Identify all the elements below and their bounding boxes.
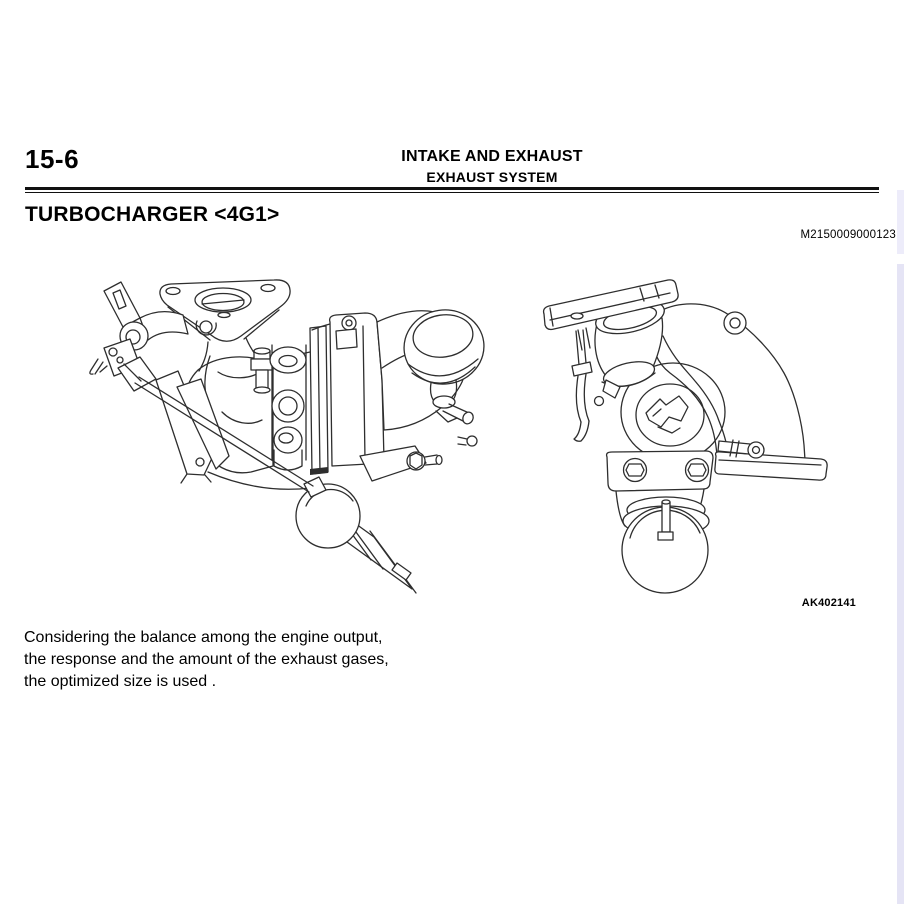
gasket-plate [310, 324, 330, 475]
header-title-line1: INTAKE AND EXHAUST [401, 148, 583, 165]
section-title: TURBOCHARGER <4G1> [25, 203, 280, 226]
body-line: the response and the amount of the exhaust gases, [24, 651, 389, 668]
header-rule-thin [25, 192, 879, 193]
compressor-outlet-elbow [377, 305, 489, 446]
scrollbar-track[interactable] [897, 264, 904, 904]
page-header [290, 148, 694, 185]
body-line: Considering the balance among the engine output, [24, 629, 383, 646]
lifting-ear-tab [724, 312, 746, 334]
body-paragraph [24, 627, 389, 693]
right-mounting-bar [715, 452, 827, 480]
coolant-ports [270, 345, 306, 470]
turbine-housing [330, 313, 384, 466]
doc-code: M2150009000123 [800, 229, 896, 241]
body-line: the optimized size is used . [24, 673, 217, 690]
header-rule-thick [25, 187, 879, 190]
figure-left-view [60, 260, 500, 600]
scrollbar-thumb[interactable] [897, 190, 904, 254]
figure-right-view [520, 270, 880, 600]
wastegate-actuator-can [622, 497, 709, 593]
page-number: 15-6 [25, 144, 80, 174]
figure-code: AK402141 [801, 597, 856, 609]
wastegate-actuator [296, 477, 416, 593]
cast-arrow-mark [646, 396, 688, 433]
header-title-line2: EXHAUST SYSTEM [426, 169, 558, 185]
